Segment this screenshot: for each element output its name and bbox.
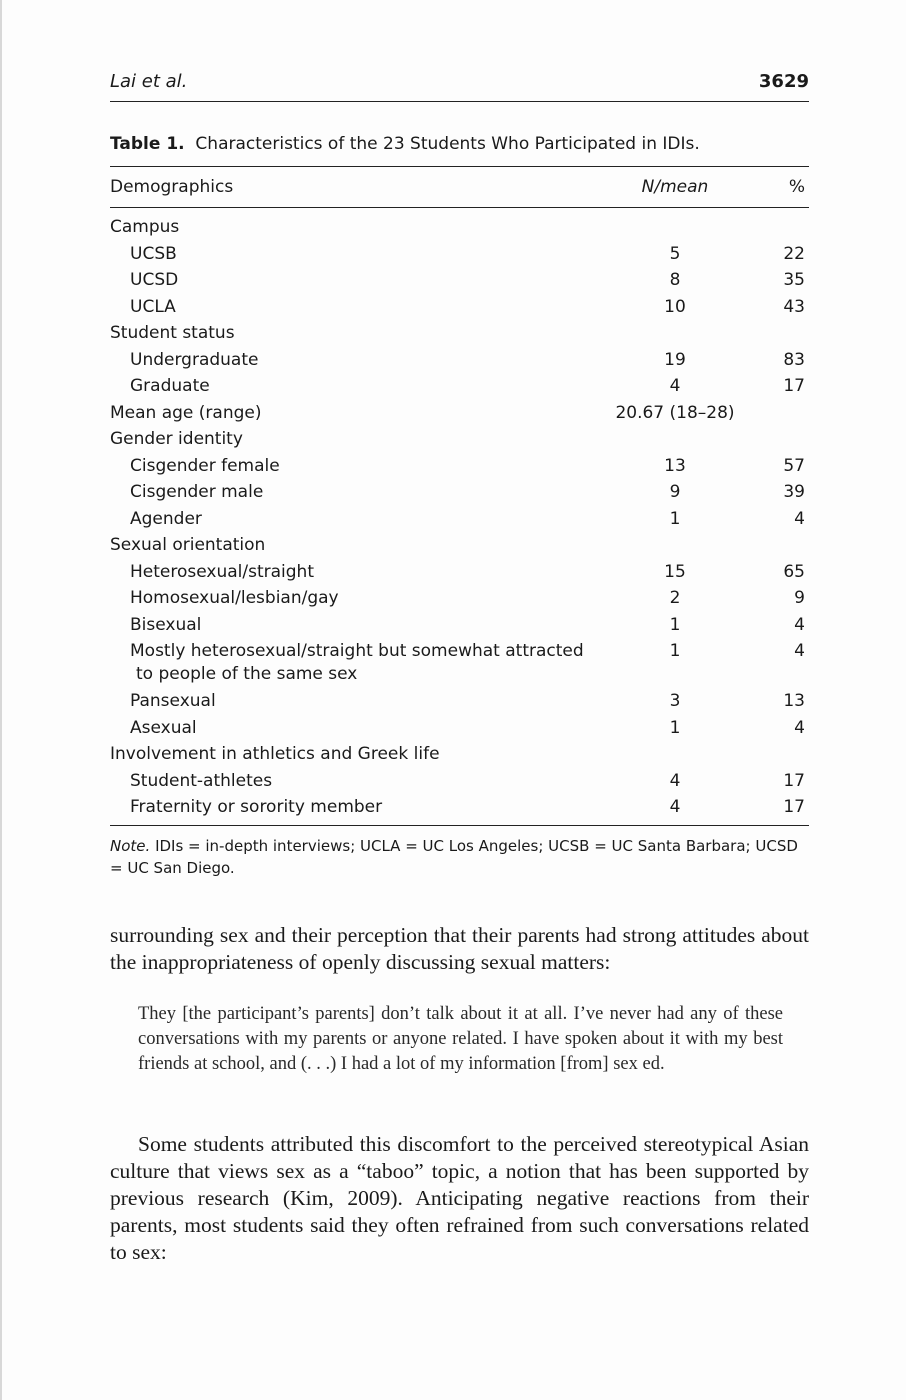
row-item-label <box>110 481 605 508</box>
row-n-mean <box>605 534 745 561</box>
table-row <box>110 770 809 797</box>
running-header-authors: Lai et al. <box>110 71 188 92</box>
row-n-mean: 20.67 (18–28) <box>615 402 735 423</box>
row-percent <box>745 322 809 349</box>
row-label-text: Pansexual <box>130 691 216 711</box>
row-label-text: Student-athletes <box>130 770 273 791</box>
row-item-label <box>110 296 605 323</box>
row-label-text: Bisexual <box>130 614 202 635</box>
row-percent: 43 <box>783 296 805 317</box>
row-label-text: Graduate <box>130 376 210 396</box>
row-n-mean: 4 <box>605 796 745 826</box>
table-row <box>110 508 809 535</box>
row-category-label <box>110 402 605 429</box>
row-percent <box>745 402 809 429</box>
row-category-label <box>110 534 605 561</box>
row-item-label <box>110 349 605 376</box>
table-row <box>110 455 809 482</box>
row-percent: 4 <box>794 614 805 635</box>
row-n-mean <box>605 743 745 770</box>
table-row <box>110 402 809 429</box>
row-n-mean: 10 <box>664 296 686 317</box>
table-row <box>110 561 809 588</box>
row-n-mean <box>605 322 745 349</box>
row-item-label <box>110 243 605 270</box>
row-percent: 22 <box>783 243 805 264</box>
table-note-label: Note. <box>110 837 151 855</box>
table-caption-text: Characteristics of the 23 Students Who Participated in IDIs. <box>195 134 700 154</box>
column-header-n-mean-label: N/mean <box>641 177 709 197</box>
table-row <box>110 614 809 641</box>
table-row <box>110 587 809 614</box>
row-n-mean: 19 <box>664 349 686 370</box>
row-label-text: Asexual <box>130 717 197 738</box>
table-row <box>110 690 809 717</box>
table-spacer <box>110 208 809 217</box>
row-item-label <box>110 375 605 402</box>
row-n-mean: 1 <box>669 508 681 529</box>
row-percent: 57 <box>783 455 805 476</box>
row-percent <box>745 743 809 770</box>
row-n-mean: 1 <box>669 641 681 661</box>
table-header-row <box>110 167 809 208</box>
row-category-label <box>110 743 605 770</box>
table-note-text: IDIs = in-depth interviews; UCLA = UC Los Angeles; UCSB = UC Santa Barbara; UCSD = UC San Diego. <box>110 837 798 877</box>
table-row <box>110 269 809 296</box>
column-header-n-mean <box>605 167 745 208</box>
row-percent: 4 <box>794 508 805 529</box>
row-n-mean: 5 <box>669 243 681 264</box>
row-percent: 17 <box>745 796 809 826</box>
table-row <box>110 640 809 690</box>
table-row <box>110 375 809 402</box>
row-label-text: Cisgender male <box>130 482 264 502</box>
row-item-label <box>110 640 605 690</box>
body-paragraph-2: Some students attributed this discomfort to the perceived stereotypical Asian culture that views sex as a “taboo” topic, a notion that has been supported by previous research (Kim, 2009). Anticipating negative reactions from their parents, most students said they often refrained from such conversations related to sex: <box>110 1132 809 1264</box>
table-row <box>110 243 809 270</box>
table-row <box>110 296 809 323</box>
table-row <box>110 322 809 349</box>
column-header-percent: % <box>745 167 809 208</box>
row-label-text: Cisgender female <box>130 455 280 476</box>
row-item-label <box>110 587 605 614</box>
row-label-text: Agender <box>130 508 202 529</box>
row-percent: 35 <box>783 270 805 290</box>
row-item-label <box>110 770 605 797</box>
row-label-text: Mean age (range) <box>110 402 262 423</box>
row-item-label <box>110 269 605 296</box>
row-category-label <box>110 216 605 243</box>
table-row <box>110 349 809 376</box>
row-n-mean: 1 <box>669 614 681 635</box>
row-category-label <box>110 428 605 455</box>
demographics-table <box>110 166 809 826</box>
running-header <box>110 71 809 102</box>
row-item-label <box>110 796 605 826</box>
table-row <box>110 428 809 455</box>
table-row <box>110 534 809 561</box>
row-percent: 4 <box>794 641 805 661</box>
row-n-mean <box>605 428 745 455</box>
row-item-label <box>110 455 605 482</box>
row-label-text: UCLA <box>130 296 176 317</box>
body-paragraph-1: surrounding sex and their perception that their parents had strong attitudes about the inappropriateness of openly discussing sexual matters: <box>110 923 809 974</box>
row-percent: 39 <box>783 482 805 502</box>
table-row <box>110 216 809 243</box>
row-n-mean: 9 <box>669 482 681 502</box>
row-n-mean <box>605 216 745 243</box>
row-percent: 17 <box>783 376 805 396</box>
row-label-text: Gender identity <box>110 429 243 449</box>
row-percent <box>745 428 809 455</box>
row-n-mean: 3 <box>669 691 681 711</box>
row-percent: 4 <box>794 717 805 738</box>
row-n-mean: 4 <box>669 376 681 396</box>
row-category-label <box>110 322 605 349</box>
row-label-text: Mostly heterosexual/straight but somewhat attracted to people of the same sex <box>130 641 584 684</box>
row-n-mean: 8 <box>669 270 681 290</box>
column-header-demographics: Demographics <box>110 167 605 208</box>
row-percent: 9 <box>794 588 805 608</box>
row-n-mean: 15 <box>664 561 686 582</box>
row-percent: 65 <box>783 561 805 582</box>
table-spacer-cell <box>110 208 809 217</box>
row-item-label <box>110 717 605 744</box>
row-label-text: Sexual orientation <box>110 535 266 555</box>
row-item-label <box>110 561 605 588</box>
row-item-label <box>110 614 605 641</box>
row-label-text: Campus <box>110 217 180 237</box>
block-quote: They [the participant’s parents] don’t talk about it at all. I’ve never had any of these conversations with my parents or anyone related. I have spoken about it with my best friends at school, and (. . .) I had a lot of my information [from] sex ed. <box>138 1004 783 1074</box>
row-label-text: Heterosexual/straight <box>130 561 314 582</box>
row-item-label <box>110 508 605 535</box>
table-body <box>110 208 809 826</box>
row-percent: 13 <box>783 691 805 711</box>
row-label-text: UCSD <box>130 270 179 290</box>
table-note <box>110 835 809 879</box>
row-n-mean: 13 <box>664 455 686 476</box>
table-label: Table 1. <box>110 134 185 154</box>
row-percent <box>745 216 809 243</box>
page-number: 3629 <box>758 71 809 92</box>
page-edge <box>0 0 2 1400</box>
table-row <box>110 796 809 826</box>
table-row <box>110 481 809 508</box>
row-n-mean: 1 <box>669 717 681 738</box>
row-label-text: Student status <box>110 323 235 343</box>
row-percent: 17 <box>783 770 805 791</box>
row-label-text: Homosexual/lesbian/gay <box>130 588 339 608</box>
row-label-text: Fraternity or sorority member <box>130 797 383 817</box>
row-label-text: Involvement in athletics and Greek life <box>110 744 440 764</box>
row-label-text: UCSB <box>130 243 177 264</box>
row-n-mean: 4 <box>669 770 681 791</box>
table-caption <box>110 134 809 154</box>
table-row <box>110 743 809 770</box>
row-label-text: Undergraduate <box>130 349 259 370</box>
row-n-mean: 2 <box>669 588 681 608</box>
row-item-label <box>110 690 605 717</box>
table-row <box>110 717 809 744</box>
row-percent <box>745 534 809 561</box>
row-percent: 83 <box>783 349 805 370</box>
